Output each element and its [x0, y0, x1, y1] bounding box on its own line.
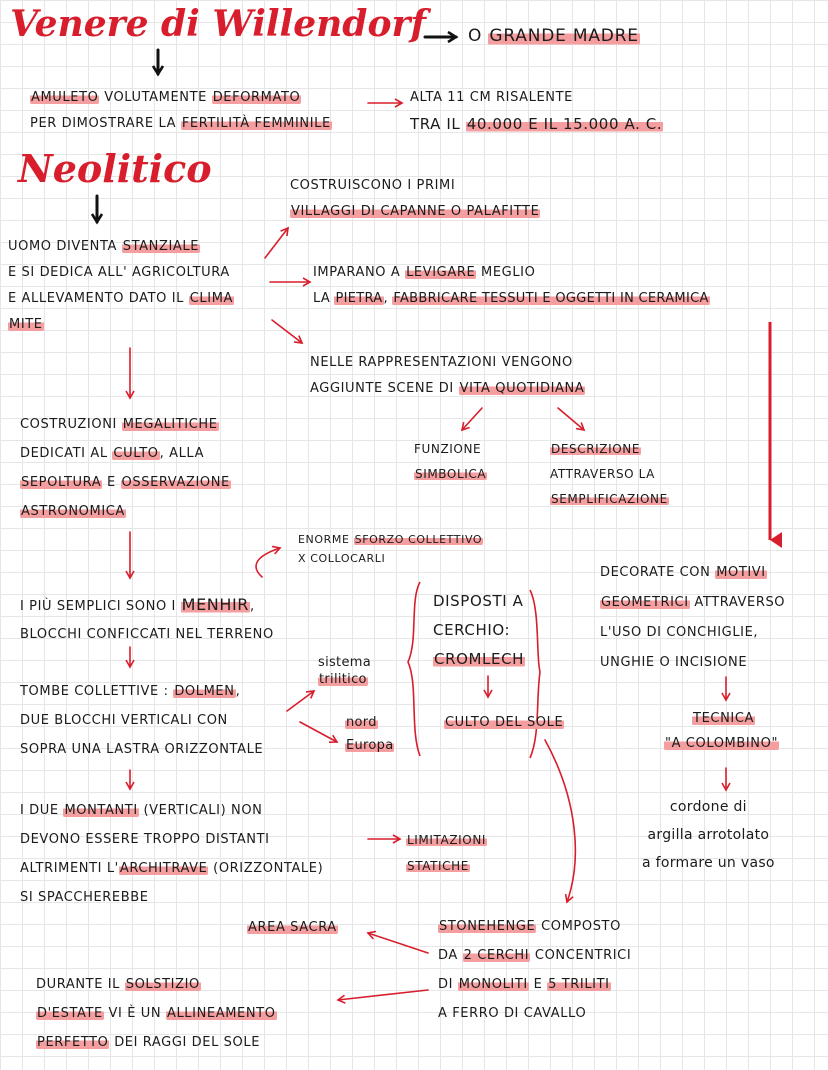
montanti-line4: SI SPACCHEREBBE [20, 890, 149, 905]
statiche-term: STATICHE [407, 859, 469, 873]
europa-term: Europa [346, 738, 394, 753]
uomo-line3: E ALLEVAMENTO DATO IL [8, 291, 189, 306]
menhir-line1: I PIÙ SEMPLICI SONO I [20, 599, 181, 614]
arrow-stonehenge-area [368, 933, 428, 953]
allineamento-term: ALLINEAMENTO [166, 1006, 276, 1021]
stonehenge-concentrici: CONCENTRICI [530, 948, 632, 963]
descrizione-line2: ATTRAVERSO LA [550, 467, 655, 481]
decorate-block [600, 566, 785, 669]
dolmen-line2: DUE BLOCCHI VERTICALI CON [20, 713, 228, 728]
dolmen-term: DOLMEN [174, 684, 235, 699]
alta-block [410, 91, 663, 132]
levigare-term: LEVIGARE [406, 265, 476, 280]
arrow-rapp-descrizione [558, 408, 584, 430]
imparano-meglio: MEGLIO [476, 265, 536, 280]
solstizio-line1: DURANTE IL [36, 977, 125, 992]
uomo-line2: E SI DEDICA ALL' AGRICOLTURA [8, 265, 230, 280]
alta-line2: TRA IL [410, 115, 466, 133]
montanti-verticali: (VERTICALI) NON [138, 803, 263, 818]
enorme-line2: X COLLOCARLI [298, 552, 386, 565]
astronomica-term: ASTRONOMICA [21, 504, 125, 519]
stonehenge-line4: A FERRO DI CAVALLO [438, 1006, 587, 1021]
monoliti-term: MONOLITI [458, 977, 528, 992]
cordone-line1: cordone di [669, 799, 747, 815]
brace-disposti-left [408, 582, 420, 756]
cordone-line2: argilla arrotolato [647, 827, 770, 843]
stanziale-term: STANZIALE [122, 239, 200, 254]
dolmen-line1: TOMBE COLLETTIVE : [20, 684, 174, 699]
stonehenge-di: DI [438, 977, 458, 992]
decorate-line1: DECORATE CON [600, 565, 716, 580]
stonehenge-composto: COMPOSTO [536, 919, 621, 934]
grande-madre-term: GRANDE MADRE [489, 26, 639, 46]
triliti-term: 5 TRILITI [548, 977, 610, 992]
grande-madre-label [468, 28, 640, 45]
culto-term: CULTO [113, 446, 159, 461]
deformato-term: DEFORMATO [212, 90, 301, 105]
grande-madre-prefix: O [468, 26, 489, 46]
rappresentazioni-line2: AGGIUNTE SCENE DI [310, 381, 459, 396]
imparano-comma: , [383, 291, 393, 306]
nord-block [345, 716, 394, 752]
semplificazione-term: SEMPLIFICAZIONE [551, 492, 668, 506]
imparano-la: LA [313, 291, 335, 306]
disposti-line1: DISPOSTI A [433, 592, 524, 610]
decorate-attraverso: ATTRAVERSO [689, 595, 786, 610]
sistema-line1: sistema [318, 655, 371, 670]
montanti-line2: DEVONO ESSERE TROPPO DISTANTI [20, 832, 270, 847]
menhir-block [20, 597, 274, 641]
megalitiche-e: E [102, 475, 121, 490]
stonehenge-e: E [528, 977, 548, 992]
montanti-orizzontale: (ORIZZONTALE) [208, 861, 324, 876]
culto-sole-label [444, 716, 564, 729]
estate-term: D'ESTATE [37, 1006, 103, 1021]
culto-sole-term: CULTO DEL SOLE [445, 715, 564, 730]
osservazione-term: OSSERVAZIONE [121, 475, 230, 490]
arrow-stonehenge-solstizio [338, 990, 428, 1000]
area-sacra-term: AREA SACRA [248, 920, 337, 935]
uomo-block [8, 240, 234, 331]
solstizio-vi: VI È UN [103, 1006, 166, 1021]
villaggi-term: VILLAGGI DI CAPANNE O PALAFITTE [291, 204, 540, 219]
megalitiche-line2: DEDICATI AL [20, 446, 113, 461]
fabbricare-term: FABBRICARE TESSUTI E OGGETTI IN CERAMICA [393, 291, 709, 306]
amuleto-block [30, 91, 332, 130]
brace-disposti-right [530, 590, 540, 758]
arrow-uomo-rappresentazioni [272, 320, 302, 343]
dolmen-block [20, 685, 263, 756]
imparano-block [313, 266, 710, 305]
descrizione-term: DESCRIZIONE [551, 442, 641, 456]
disposti-block [433, 594, 525, 667]
stonehenge-block [438, 920, 631, 1020]
cromlech-term: CROMLECH [434, 650, 525, 668]
montanti-line1: I DUE [20, 803, 64, 818]
amuleto-line2: PER DIMOSTRARE LA [30, 116, 181, 131]
funzione-line1: FUNZIONE [414, 442, 482, 456]
tecnica-block [665, 711, 779, 751]
stonehenge-da: DA [438, 948, 463, 963]
fertilita-term: FERTILITÀ FEMMINILE [181, 116, 331, 131]
montanti-term: MONTANTI [64, 803, 138, 818]
amuleto-term: AMULETO [31, 90, 99, 105]
stonehenge-term: STONEHENGE [439, 919, 536, 934]
dolmen-comma: , [235, 684, 241, 699]
motivi-term: MOTIVI [716, 565, 766, 580]
limitazioni-term: LIMITAZIONI [407, 833, 487, 847]
arrow-menhir-enorme [256, 548, 280, 577]
sistema-block [318, 656, 371, 686]
mite-term: MITE [9, 317, 43, 332]
solstizio-block [36, 978, 277, 1049]
pietra-term: PIETRA [335, 291, 383, 306]
cerchi-term: 2 CERCHI [463, 948, 530, 963]
costruiscono-line1: COSTRUISCONO I PRIMI [290, 178, 456, 193]
sepoltura-term: SEPOLTURA [21, 475, 102, 490]
title-venere: Venere di Willendorf [10, 3, 426, 45]
clima-term: CLIMA [189, 291, 233, 306]
solstizio-raggi: DEI RAGGI DEL SOLE [109, 1035, 261, 1050]
simbolica-term: SIMBOLICA [415, 467, 487, 481]
arrow-dolmen-nord [300, 722, 337, 742]
tecnica-term: TECNICA [693, 711, 754, 726]
nord-term: nord [346, 715, 377, 730]
cordone-block [642, 800, 775, 870]
imparano-line1: IMPARANO A [313, 265, 406, 280]
date-range: 40.000 E IL 15.000 A. C. [466, 115, 663, 133]
rappresentazioni-line1: NELLE RAPPRESENTAZIONI VENGONO [310, 355, 573, 370]
arrow-rapp-funzione [462, 408, 482, 430]
megalitiche-term: MEGALITICHE [122, 417, 218, 432]
decorate-line4: UNGHIE O INCISIONE [600, 655, 748, 670]
enorme-line1: ENORME [298, 533, 354, 546]
geometrici-term: GEOMETRICI [601, 595, 689, 610]
menhir-line2: BLOCCHI CONFICCATI NEL TERRENO [20, 627, 274, 642]
enorme-block [298, 534, 483, 564]
arrow-dolmen-sistema [287, 691, 314, 711]
arrow-uomo-costruiscono [265, 228, 288, 258]
limitazioni-block [406, 834, 487, 872]
megalitiche-alla: , ALLA [159, 446, 205, 461]
decorate-line3: L'USO DI CONCHIGLIE, [600, 625, 759, 640]
megalitiche-block [20, 418, 231, 518]
colombino-term: "A COLOMBINO" [665, 736, 779, 751]
alta-line1: ALTA 11 CM RISALENTE [410, 90, 573, 105]
disposti-line2: CERCHIO: [433, 621, 511, 639]
solstizio-term: SOLSTIZIO [125, 977, 200, 992]
area-sacra-label [247, 921, 338, 934]
montanti-block [20, 804, 323, 904]
montanti-line3: ALTRIMENTI L' [20, 861, 119, 876]
architrave-term: ARCHITRAVE [119, 861, 208, 876]
arrow-culto-stonehenge [545, 740, 575, 902]
cordone-line3: a formare un vaso [642, 855, 775, 871]
trilitico-term: trilitico [319, 672, 367, 687]
costruiscono-block [290, 179, 540, 218]
sforzo-term: SFORZO COLLETTIVO [354, 533, 483, 546]
funzione-block [414, 443, 487, 480]
uomo-line1: UOMO DIVENTA [8, 239, 122, 254]
vita-quotidiana-term: VITA QUOTIDIANA [459, 381, 585, 396]
megalitiche-line1: COSTRUZIONI [20, 417, 122, 432]
menhir-term: MENHIR [181, 595, 250, 614]
descrizione-block [550, 443, 669, 505]
dolmen-line3: SOPRA UNA LASTRA ORIZZONTALE [20, 742, 264, 757]
amuleto-text: VOLUTAMENTE [99, 90, 212, 105]
perfetto-term: PERFETTO [37, 1035, 109, 1050]
menhir-comma: , [250, 599, 255, 614]
rappresentazioni-block [310, 356, 585, 395]
title-neolitico: Neolitico [18, 146, 212, 191]
